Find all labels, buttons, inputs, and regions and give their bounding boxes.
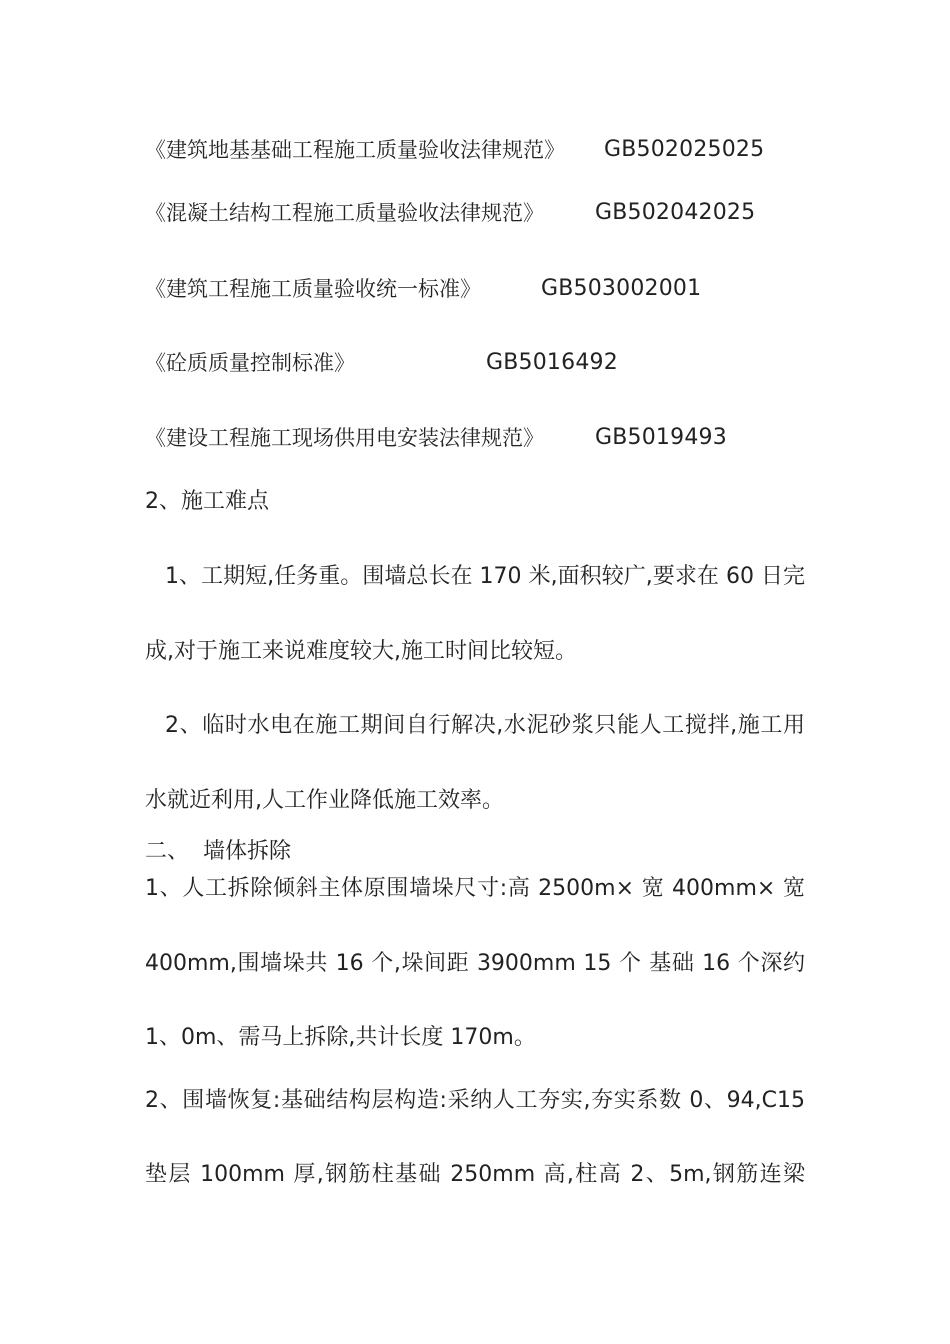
reference-title: 《建筑地基基础工程施工质量验收法律规范》 <box>145 138 565 162</box>
paragraph-line: 400mm,围墙垛共 16 个,垛间距 3900mm 15 个 基础 16 个深约 <box>145 951 805 976</box>
paragraph-line: 1、人工拆除倾斜主体原围墙垛尺寸:高 2500m× 宽 400mm× 宽 <box>145 876 805 901</box>
reference-code: GB503002001 <box>541 276 702 301</box>
paragraph-line: 1、0m、需马上拆除,共计长度 170m。 <box>145 1025 536 1050</box>
reference-code: GB5016492 <box>486 350 618 375</box>
section-heading: 2、施工难点 <box>145 489 269 514</box>
reference-title: 《建设工程施工现场供用电安装法律规范》 <box>145 426 544 450</box>
paragraph-line: 水就近利用,人工作业降低施工效率。 <box>145 788 504 813</box>
reference-code: GB5019493 <box>595 425 727 450</box>
paragraph-line: 1、工期短,任务重。围墙总长在 170 米,面积较广,要求在 60 日完 <box>165 564 805 589</box>
paragraph-line: 成,对于施工来说难度较大,施工时间比较短。 <box>145 639 577 664</box>
reference-title: 《砼质质量控制标准》 <box>145 351 355 375</box>
reference-code: GB502042025 <box>595 200 756 225</box>
paragraph-line: 2、围墙恢复:基础结构层构造:采纳人工夯实,夯实系数 0、94,C15 <box>145 1088 805 1113</box>
reference-code: GB502025025 <box>604 137 765 162</box>
paragraph-line: 2、临时水电在施工期间自行解决,水泥砂浆只能人工搅拌,施工用 <box>165 713 805 738</box>
paragraph-line: 垫层 100mm 厚,钢筋柱基础 250mm 高,柱高 2、5m,钢筋连梁 <box>145 1162 805 1187</box>
reference-title: 《建筑工程施工质量验收统一标准》 <box>145 277 481 301</box>
reference-title: 《混凝土结构工程施工质量验收法律规范》 <box>145 201 544 225</box>
chapter-heading: 二、 墙体拆除 <box>145 839 291 864</box>
